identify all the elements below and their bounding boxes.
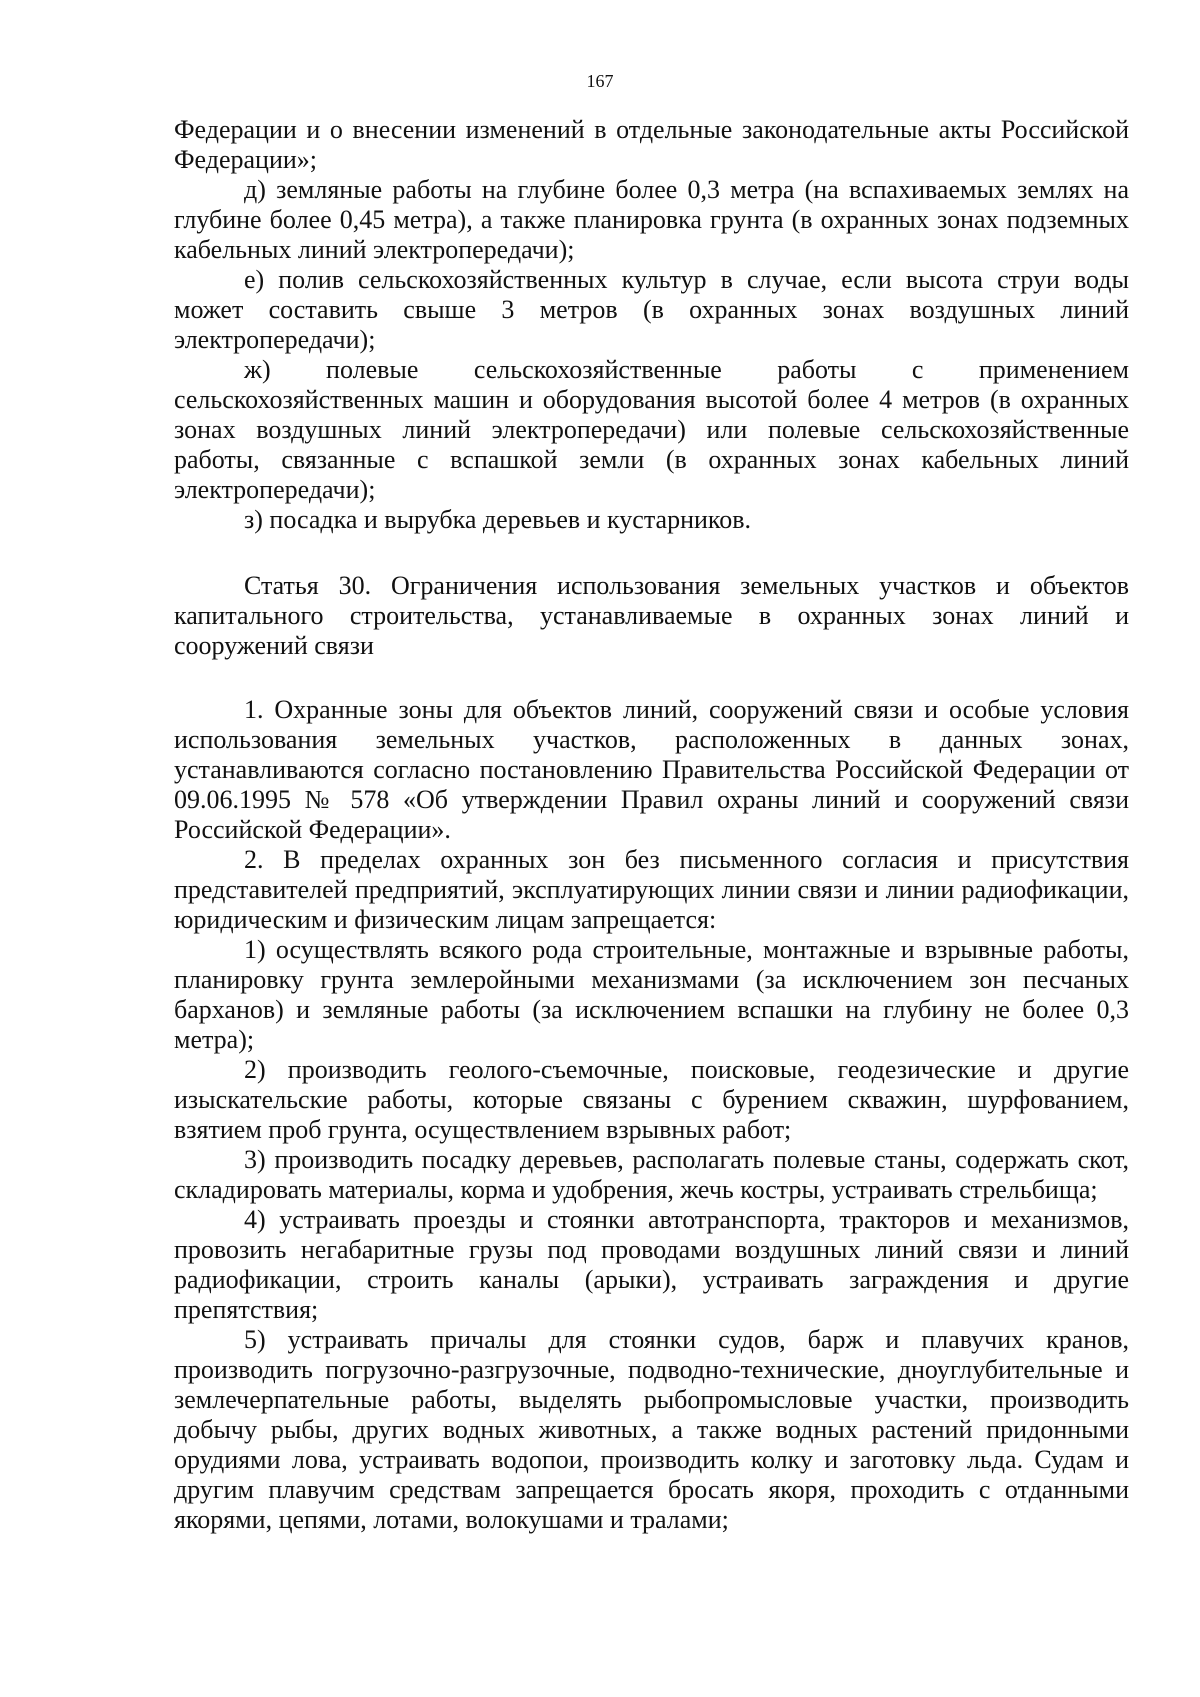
paragraph-clause-1: 1. Охранные зоны для объектов линий, сооружений связи и особые условия использования земельных участков, расположенных в данных зонах, устанавливаются согласно постановлению Правительства Российской Федерации от 09.06.1995 № 578 «Об утверждении Правил охраны линий и сооружений связи Российской Федерации».: [174, 695, 1129, 844]
paragraph-subitem-4: 4) устраивать проезды и стоянки автотранспорта, тракторов и механизмов, провозить негабаритные грузы под проводами воздушных линий связи и линий радиофикации, строить каналы (арыки), устраивать заграждения и другие препятствия;: [174, 1205, 1129, 1324]
paragraph-item-z: з) посадка и вырубка деревьев и кустарников.: [244, 505, 751, 534]
paragraph-continuation: Федерации и о внесении изменений в отдельные законодательные акты Российской Федерации»;: [174, 115, 1129, 174]
paragraph-subitem-3: 3) производить посадку деревьев, располагать полевые станы, содержать скот, складировать материалы, корма и удобрения, жечь костры, устраивать стрельбища;: [174, 1145, 1129, 1204]
article-heading: Статья 30. Ограничения использования земельных участков и объектов капитального строительства, устанавливаемые в охранных зонах линий и сооружений связи: [174, 571, 1129, 660]
page-content: [174, 115, 1129, 1535]
paragraph-subitem-5: 5) устраивать причалы для стоянки судов, барж и плавучих кранов, производить погрузочно-разгрузочные, подводно-технические, дноуглубительные и землечерпательные работы, выделять рыбопромысловые участки, производить добычу рыбы, других водных животных, а также водных растений придонными орудиями лова, устраивать водопои, производить колку и заготовку льда. Судам и другим плавучим средствам запрещается бросать якоря, проходить с отданными якорями, цепями, лотами, волокушами и тралами;: [174, 1325, 1129, 1534]
paragraph-clause-2: 2. В пределах охранных зон без письменного согласия и присутствия представителей предприятий, эксплуатирующих линии связи и линии радиофикации, юридическим и физическим лицам запрещается:: [174, 845, 1129, 934]
paragraph-item-zh: ж) полевые сельскохозяйственные работы с применением сельскохозяйственных машин и оборудования высотой более 4 метров (в охранных зонах воздушных линий электропередачи) или полевые сельскохозяйственные работы, связанные с вспашкой земли (в охранных зонах кабельных линий электропередачи);: [174, 355, 1129, 504]
page-number: 167: [586, 71, 614, 91]
paragraph-item-d: д) земляные работы на глубине более 0,3 метра (на вспахиваемых землях на глубине более 0,45 метра), а также планировка грунта (в охранных зонах подземных кабельных линий электропередачи);: [174, 175, 1129, 264]
paragraph-item-e: е) полив сельскохозяйственных культур в случае, если высота струи воды может составить свыше 3 метров (в охранных зонах воздушных линий электропередачи);: [174, 265, 1129, 354]
paragraph-subitem-2: 2) производить геолого-съемочные, поисковые, геодезические и другие изыскательские работы, которые связаны с бурением скважин, шурфованием, взятием проб грунта, осуществлением взрывных работ;: [174, 1055, 1129, 1144]
paragraph-subitem-1: 1) осуществлять всякого рода строительные, монтажные и взрывные работы, планировку грунта землеройными механизмами (за исключением зон песчаных барханов) и земляные работы (за исключением вспашки на глубину не более 0,3 метра);: [174, 935, 1129, 1054]
